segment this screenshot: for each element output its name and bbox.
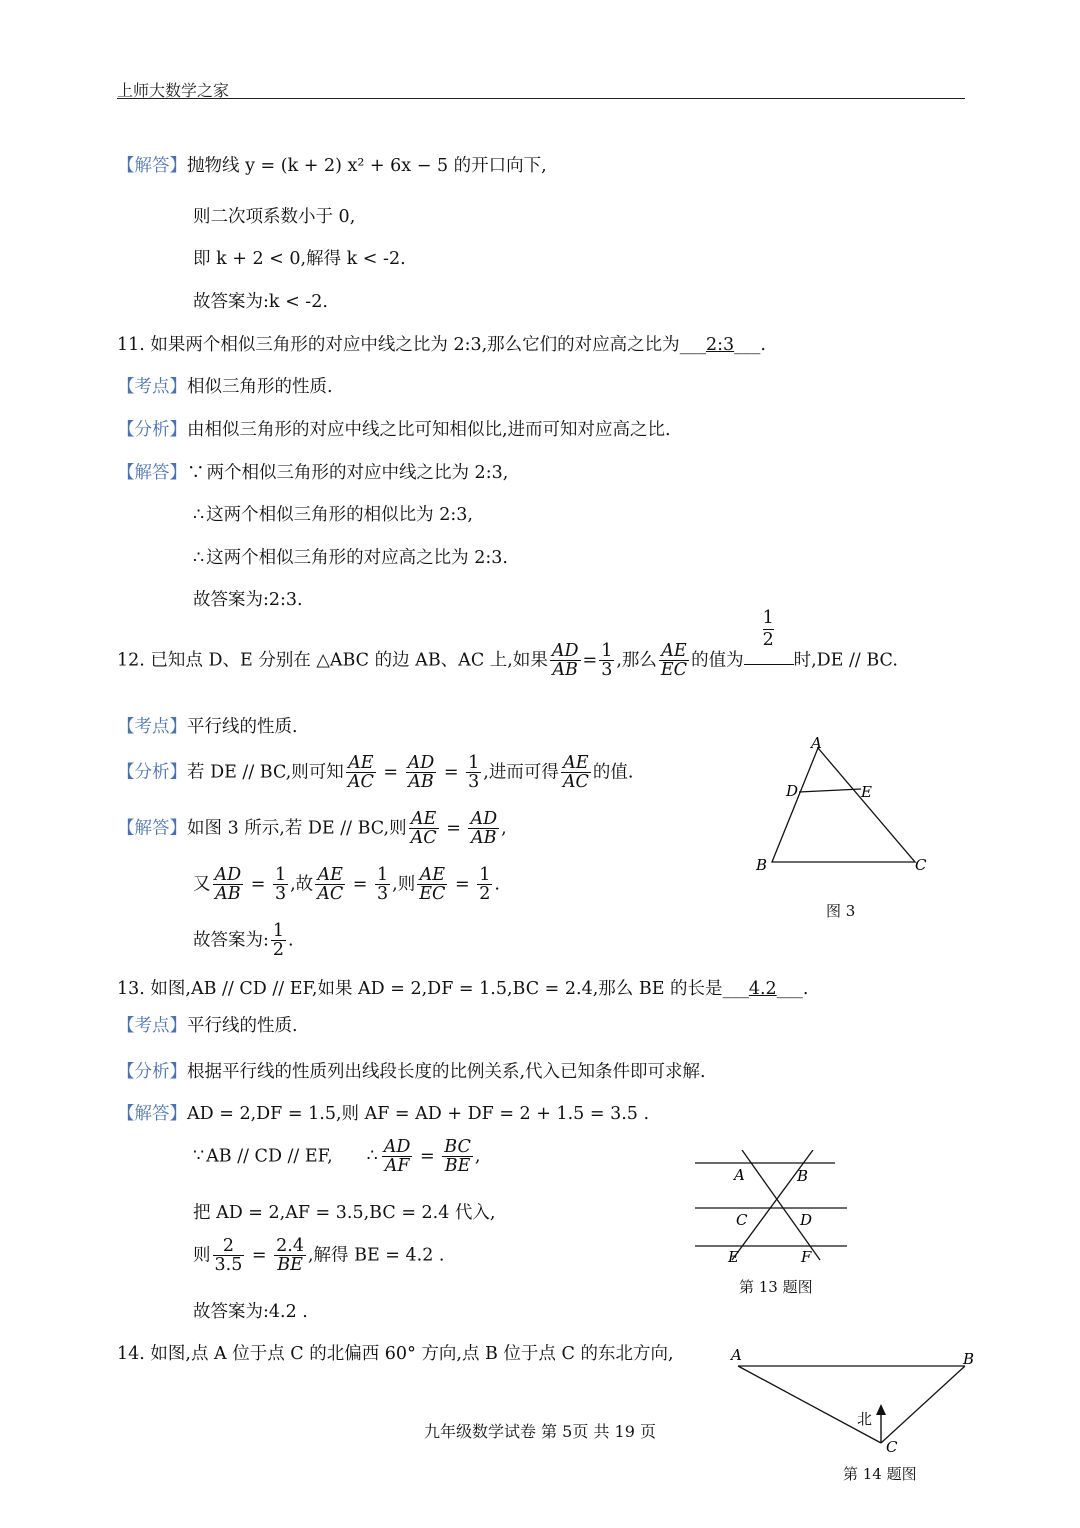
q13-line-3: 把 AD = 2,AF = 3.5,BC = 2.4 代入,: [193, 1203, 496, 1223]
q12-line2-fraction: $\frac{1}{3}$: [377, 865, 389, 905]
q11-analysis-line: [117, 416, 671, 441]
therefore-symbol: ∴: [193, 505, 205, 525]
q10-line-4: 故答案为:k < -2.: [193, 292, 328, 312]
q11-analysis: 由相似三角形的对应中线之比可知相似比,进而可知对应高之比.: [187, 420, 671, 440]
q12-question-end: 时,DE // BC.: [793, 650, 898, 671]
figure-13-label-b: B: [797, 1167, 809, 1185]
q13-line-4: 则 $\frac{2}{3.5}$ = $\frac{2.4}{BE}$ ,解得 BE = 4.2 .: [193, 1236, 445, 1276]
q13-line4-fraction: $\frac{2}{3.5}$: [214, 1236, 243, 1276]
q12-final: 故答案为: $\frac{1}{2}$ .: [193, 921, 294, 961]
q13-line2-fraction: $\frac{AD}{AF}$: [383, 1137, 411, 1177]
q11-point-line: [117, 373, 333, 398]
q12-analysis-fraction: $\frac{1}{3}$: [468, 753, 480, 793]
because-symbol: ∵: [187, 463, 205, 483]
q11-final: 故答案为:2:3.: [193, 590, 303, 610]
q11-question-end: .: [760, 335, 766, 355]
q12-question-prefix: 12. 已知点 D、E 分别在 △ABC 的边 AB、AC 上,如果: [117, 650, 548, 671]
q13-answer-text: AD = 2,DF = 1.5,则 AF = AD + DF = 2 + 1.5 = 3.5 .: [187, 1104, 650, 1124]
figure-3-caption: 图 3: [826, 902, 856, 920]
figure-14-north-label: 北: [857, 1410, 873, 1428]
figure-13-caption: 第 13 题图: [739, 1278, 813, 1296]
q12-line2-fraction: $\frac{AE}{AC}$: [317, 865, 344, 905]
q13-question: 13. 如图,AB // CD // EF,如果 AD = 2,DF = 1.5,BC = 2.4,那么 BE 的长是___4.2___.: [117, 979, 809, 999]
q12-question-mid: ,那么: [616, 650, 657, 671]
analysis-tag: 【分析】: [117, 1062, 187, 1082]
point-tag: 【考点】: [117, 377, 187, 397]
q12-line2-fraction: $\frac{AD}{AB}$: [214, 865, 242, 905]
figure-14-label-c: C: [886, 1438, 898, 1456]
figure-3-label-a: A: [811, 734, 822, 752]
q13-answer-line: [117, 1100, 649, 1125]
q12-point: 平行线的性质.: [187, 717, 298, 737]
because-symbol: ∵: [193, 1146, 205, 1167]
q10-line-3: 即 k + 2 < 0,解得 k < -2.: [193, 249, 406, 269]
figure-3-label-e: E: [861, 783, 872, 801]
figure-13-label-e: E: [728, 1248, 739, 1266]
q13-line2-fraction: $\frac{BC}{BE}$: [444, 1137, 471, 1177]
q12-question-after: 的值为: [691, 650, 744, 671]
q12-analysis-line: 【分析】若 DE // BC,则可知 $\frac{AE}{AC}$ = $\frac{AD}{AB}$ = $\frac{1}{3}$ ,进而可得 $\frac{AE}{AC}$ 的值.: [117, 753, 634, 793]
q13-point-line: [117, 1012, 298, 1037]
figure-13-label-d: D: [800, 1211, 813, 1229]
q14-question: 14. 如图,点 A 位于点 C 的北偏西 60° 方向,点 B 位于点 C 的东北方向,: [117, 1344, 674, 1364]
q11-point: 相似三角形的性质.: [187, 377, 333, 397]
q11-answer-text: 两个相似三角形的对应中线之比为 2:3,: [206, 463, 509, 483]
q12-fraction-value: $\frac{1}{3}$: [601, 641, 613, 681]
q12-answer-fraction: $\frac{AE}{AC}$: [410, 809, 437, 849]
figure-13-label-f: F: [801, 1248, 812, 1266]
q13-point: 平行线的性质.: [187, 1016, 298, 1036]
q11-line-2: [193, 501, 473, 526]
q13-question-text: 13. 如图,AB // CD // EF,如果 AD = 2,DF = 1.5,BC = 2.4,那么 BE 的长是: [117, 979, 723, 999]
figure-14-label-a: A: [731, 1346, 742, 1364]
analysis-tag: 【分析】: [117, 762, 187, 783]
page-footer: 九年级数学试卷 第 5页 共 19 页: [424, 1422, 656, 1441]
point-tag: 【考点】: [117, 717, 187, 737]
point-tag: 【考点】: [117, 1016, 187, 1036]
q12-answer-fraction: $\frac{AD}{AB}$: [470, 809, 498, 849]
q11-answer-blank: 2:3: [705, 335, 735, 355]
q11-question-text: 11. 如果两个相似三角形的对应中线之比为 2:3,那么它们的对应高之比为: [117, 335, 680, 355]
q11-answer-line: [117, 459, 508, 484]
figure-14-caption: 第 14 题图: [843, 1465, 917, 1483]
q12-fraction-ae-ec: $\frac{AE}{EC}$: [660, 641, 688, 681]
q12-answer-line: 【解答】如图 3 所示,若 DE // BC,则 $\frac{AE}{AC}$ = $\frac{AD}{AB}$ ,: [117, 809, 507, 849]
q11-question: 11. 如果两个相似三角形的对应中线之比为 2:3,那么它们的对应高之比为___2:3___.: [117, 335, 766, 355]
q12-question: 12. 已知点 D、E 分别在 △ABC 的边 AB、AC 上,如果 $\frac{AD}{AB}$ = $\frac{1}{3}$ ,那么 $\frac{AE}{EC}$ 的值为 1 2 时,DE // BC.: [117, 608, 898, 681]
q10-answer-text: 抛物线 y = (k + 2) x² + 6x − 5 的开口向下,: [187, 156, 547, 176]
figure-13-parallel-lines: [690, 1150, 855, 1277]
q13-line4-fraction: $\frac{2.4}{BE}$: [276, 1236, 304, 1276]
analysis-tag: 【分析】: [117, 420, 187, 440]
figure-3-label-c: C: [915, 856, 927, 874]
header-divider: [117, 98, 965, 99]
q11-line-3: [193, 544, 508, 569]
answer-tag: 【解答】: [117, 463, 187, 483]
q10-answer-line: [117, 152, 547, 177]
q12-line2-fraction: $\frac{1}{3}$: [274, 865, 287, 905]
figure-14-label-b: B: [963, 1350, 975, 1368]
q11-line-2-text: 这两个相似三角形的相似比为 2:3,: [206, 505, 473, 525]
q12-line2-fraction: $\frac{1}{2}$: [479, 865, 491, 905]
q13-analysis-line: [117, 1058, 706, 1083]
figure-3-triangle: [745, 730, 945, 885]
therefore-symbol: ∴: [366, 1146, 378, 1167]
answer-tag: 【解答】: [117, 818, 187, 839]
q13-line-2: ∵ AB // CD // EF, ∴ $\frac{AD}{AF}$ = $\frac{BC}{BE}$ ,: [193, 1137, 481, 1177]
figure-3-label-b: B: [756, 856, 768, 874]
q12-final-fraction: $\frac{1}{2}$: [272, 921, 285, 961]
q13-analysis: 根据平行线的性质列出线段长度的比例关系,代入已知条件即可求解.: [187, 1062, 706, 1082]
figure-3-label-d: D: [786, 782, 799, 800]
q13-answer-blank: 4.2: [748, 979, 777, 999]
q12-point-line: [117, 713, 298, 738]
q12-line-2: 又 $\frac{AD}{AB}$ = $\frac{1}{3}$ ,故 $\frac{AE}{AC}$ = $\frac{1}{3}$ ,则 $\frac{AE}{EC}$ = $\frac{1}{2}$ .: [193, 865, 500, 905]
answer-tag: 【解答】: [117, 156, 187, 176]
q12-analysis-fraction: $\frac{AE}{AC}$: [562, 753, 589, 793]
q12-line2-fraction: $\frac{AE}{EC}$: [419, 865, 446, 905]
q12-analysis-fraction: $\frac{AD}{AB}$: [407, 753, 435, 793]
figure-13-label-c: C: [736, 1211, 748, 1229]
q11-line-3-text: 这两个相似三角形的对应高之比为 2:3.: [206, 548, 508, 568]
figure-13-label-a: A: [734, 1166, 745, 1184]
q12-analysis-fraction: $\frac{AE}{AC}$: [347, 753, 374, 793]
answer-tag: 【解答】: [117, 1104, 187, 1124]
q12-fraction-ad-ab: $\frac{AD}{AB}$: [551, 641, 579, 681]
figure-14-direction-triangle: [728, 1340, 978, 1473]
therefore-symbol: ∴: [193, 548, 205, 568]
header-title: 上师大数学之家: [117, 81, 230, 100]
q12-answer-blank: 1 2: [744, 642, 794, 665]
q10-line-2: 则二次项系数小于 0,: [193, 207, 356, 227]
q13-final: 故答案为:4.2 .: [193, 1302, 308, 1322]
